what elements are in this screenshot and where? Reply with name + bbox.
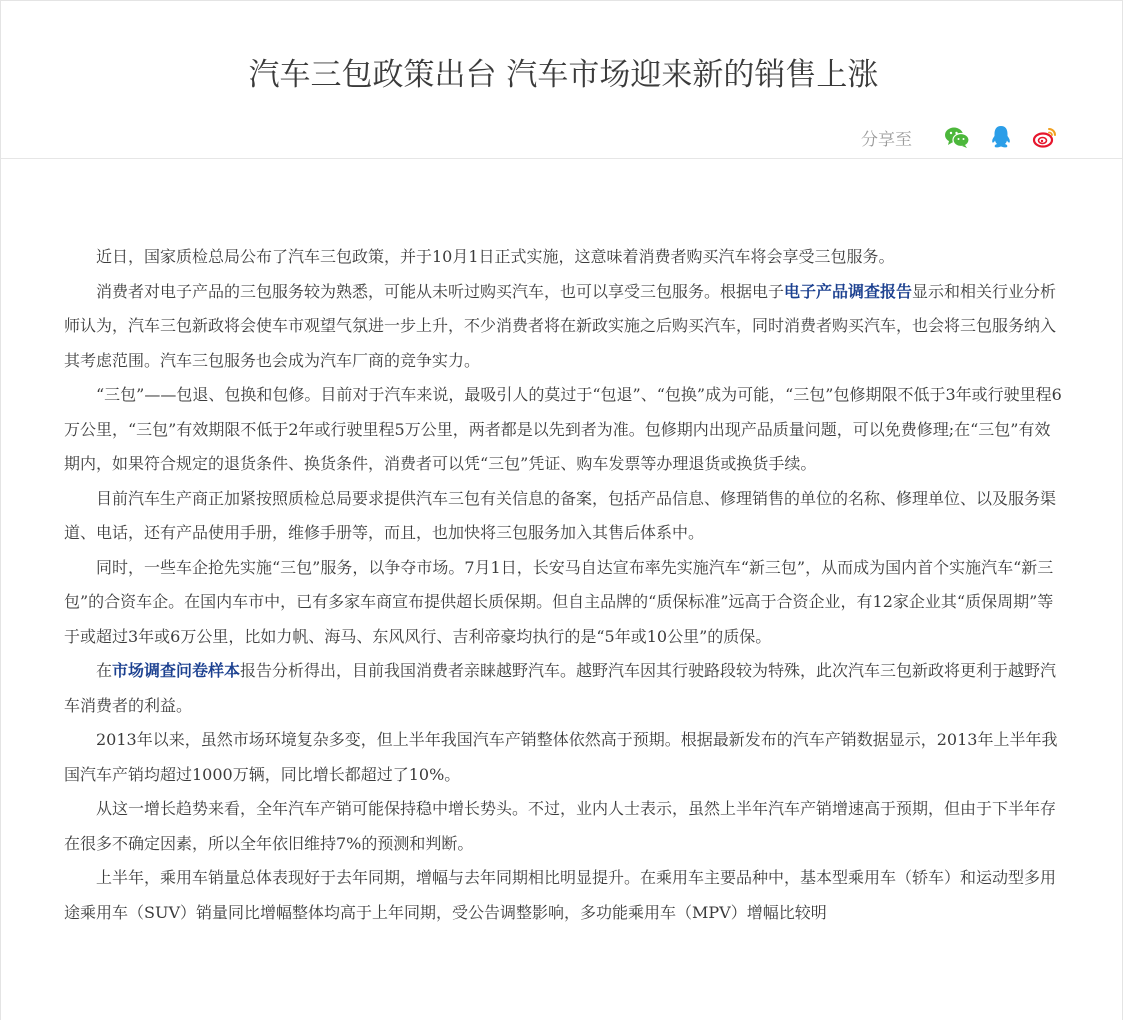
paragraph-text: 报告分析得出，目前我国消费者亲睐越野汽车。越野汽车因其行驶路段较为特殊，此次汽车三包新政将更利于越野汽车消费者的利益。 bbox=[64, 661, 1057, 715]
paragraph bbox=[64, 275, 1062, 379]
paragraph: “三包”——包退、包换和包修。目前对于汽车来说，最吸引人的莫过于“包退”、“包换”成为可能，“三包”包修期限不低于3年或行驶里程6万公里，“三包”有效期限不低于2年或行驶里程5万公里，两者都是以先到者为准。包修期内出现产品质量问题，可以免费修理;在“三包”有效期内，如果符合规定的退货条件、换货条件，消费者可以凭“三包”凭证、购车发票等办理退货或换货手续。 bbox=[64, 385, 1062, 473]
weibo-icon[interactable] bbox=[1032, 124, 1058, 150]
paragraph-text: 在 bbox=[96, 661, 113, 680]
share-label: 分享至 bbox=[861, 129, 912, 150]
wechat-icon[interactable] bbox=[944, 124, 970, 150]
paragraph: 近日，国家质检总局公布了汽车三包政策，并于10月1日正式实施，这意味着消费者购买汽车将会享受三包服务。 bbox=[96, 247, 895, 266]
article-body bbox=[64, 240, 1062, 930]
paragraph-text: 显示和相关行业分析师认为，汽车三包新政将会使车市观望气氛进一步上升，不少消费者将在新政实施之后购买汽车，同时消费者购买汽车，也会将三包服务纳入其考虑范围。汽车三包服务也会成为汽车厂商的竞争实力。 bbox=[64, 281, 1057, 370]
page-title: 汽车三包政策出台 汽车市场迎来新的销售上涨 bbox=[248, 57, 879, 93]
paragraph: 2013年以来，虽然市场环境复杂多变，但上半年我国汽车产销整体依然高于预期。根据最新发布的汽车产销数据显示，2013年上半年我国汽车产销均超过1000万辆，同比增长都超过了10%。 bbox=[64, 730, 1058, 784]
paragraph: 目前汽车生产商正加紧按照质检总局要求提供汽车三包有关信息的备案，包括产品信息、修理销售的单位的名称、修理单位、以及服务渠道、电话，还有产品使用手册，维修手册等，而且，也加快将三包服务加入其售后体系中。 bbox=[64, 488, 1057, 542]
market-survey-link[interactable]: 市场调查问卷样本 bbox=[112, 661, 241, 680]
qq-icon[interactable] bbox=[988, 124, 1014, 150]
electronics-report-link[interactable]: 电子产品调查报告 bbox=[784, 281, 913, 301]
paragraph-text: 消费者对电子产品的三包服务较为熟悉，可能从未听过购买汽车，也可以享受三包服务。根据电子 bbox=[96, 281, 785, 301]
paragraph: 从这一增长趋势来看，全年汽车产销可能保持稳中增长势头。不过，业内人士表示，虽然上半年汽车产销增速高于预期，但由于下半年存在很多不确定因素，所以全年依旧维持7%的预测和判断。 bbox=[64, 799, 1057, 853]
share-bar bbox=[861, 122, 1058, 152]
article-header bbox=[1, 1, 1122, 159]
paragraph: 同时，一些车企抢先实施“三包”服务，以争夺市场。7月1日，长安马自达宣布率先实施汽车“新三包”，从而成为国内首个实施汽车“新三包”的合资车企。在国内车市中，已有多家车商宣布提供超长质保期。但自主品牌的“质保标准”远高于合资企业，有12家企业其“质保周期”等于或超过3年或6万公里，比如力帆、海马、东风风行、吉利帝豪均执行的是“5年或10公里”的质保。 bbox=[64, 557, 1054, 646]
paragraph: 上半年，乘用车销量总体表现好于去年同期，增幅与去年同期相比明显提升。在乘用车主要品种中，基本型乘用车（轿车）和运动型多用途乘用车（SUV）销量同比增幅整体均高于上年同期，受公告调整影响，多功能乘用车（MPV）增幅比较明 bbox=[64, 868, 1057, 922]
paragraph bbox=[64, 654, 1062, 723]
